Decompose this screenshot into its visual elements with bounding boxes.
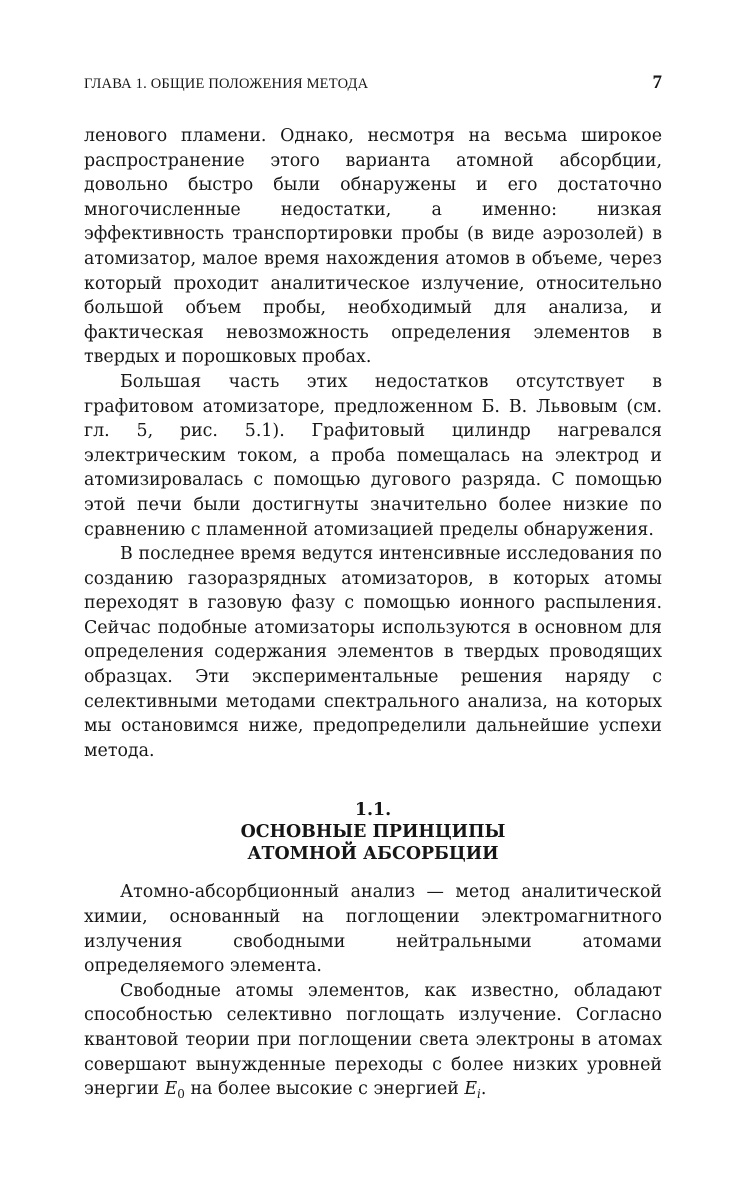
formula-ei xyxy=(464,1079,481,1102)
formula-ei-symbol: E xyxy=(464,1079,478,1100)
formula-e0-symbol: E xyxy=(164,1079,178,1100)
page-header xyxy=(84,74,662,96)
section-heading xyxy=(84,799,662,865)
formula-e0 xyxy=(164,1079,185,1102)
running-head: ГЛАВА 1. ОБЩИЕ ПОЛОЖЕНИЯ МЕТОДА xyxy=(84,76,369,92)
paragraph-free-atoms-text: Свободные атомы элементов, как известно, обладают способностью селективно поглощать излучение. Согласно квантовой теории при поглощении света электроны в атомах совершают вынужденные переходы с более низких уровней энергии xyxy=(84,980,662,1100)
paragraph-definition: Атомно-абсорбционный анализ — метод аналитической химии, основанный на поглощении электромагнитного излучения свободными нейтральными атомами определяемого элемента. xyxy=(84,882,662,977)
formula-ei-subscript: i xyxy=(477,1087,481,1102)
section-number: 1.1. xyxy=(354,800,392,821)
page-body xyxy=(84,124,662,1102)
paragraph-free-atoms xyxy=(84,979,662,1102)
formula-e0-subscript: 0 xyxy=(177,1087,185,1102)
paragraph-free-atoms-mid: на более высокие с энергией xyxy=(190,1079,459,1100)
paragraph-graphite-atomizer: Большая часть этих недостатков отсутствует в графитовом атомизаторе, предложенном Б. В. Львовым (см. гл. 5, рис. 5.1). Графитовый цилиндр нагревался электрическим током, а проба помещалась на электрод и атомизировалась с помощью дугового разряда. С помощью этой печи были достигнуты значительно более низкие по сравнению с пламенной атомизацией пределы обнаружения. xyxy=(84,371,662,540)
paragraph-gas-discharge: В последнее время ведутся интенсивные исследования по созданию газоразрядных атомизаторов, в которых атомы переходят в газовую фазу с помощью ионного распыления. Сейчас подобные атомизаторы используются в основном для определения содержания элементов в твердых проводящих образцах. Эти экспериментальные решения наряду с селективными методами спектрального анализа, на которых мы остановимся ниже, предопределили дальнейшие успехи метода. xyxy=(84,544,662,761)
section-title-line-1: ОСНОВНЫЕ ПРИНЦИПЫ xyxy=(240,822,506,843)
section-title-line-2: АТОМНОЙ АБСОРБЦИИ xyxy=(247,844,499,865)
sentence-end-dot: . xyxy=(480,1079,487,1100)
paragraph-continuation: ленового пламени. Однако, несмотря на весьма широкое распространение этого варианта атомной абсорбции, довольно быстро были обнаружены и его достаточно многочисленные недостатки, а именно: низкая эффективность транспортировки пробы (в виде аэрозолей) в атомизатор, малое время нахождения атомов в объеме, через который проходит аналитическое излучение, относительно большой объем пробы, необходимый для анализа, и фактическая невозможность определения элементов в твердых и порошковых пробах. xyxy=(84,126,662,368)
page-number: 7 xyxy=(652,72,662,93)
